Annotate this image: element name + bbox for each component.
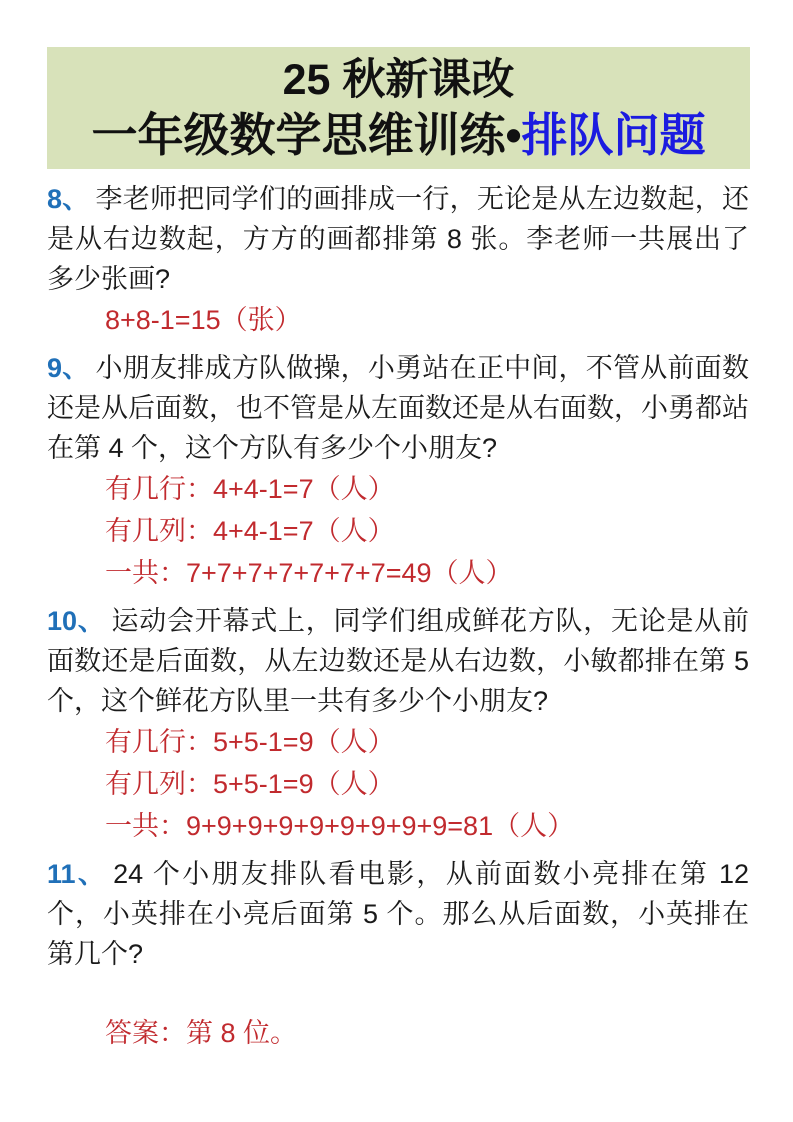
problem-11-number: 11、 — [47, 859, 108, 889]
problem-8 — [47, 179, 749, 299]
problem-9 — [47, 348, 749, 468]
problem-8-answer: 8+8-1=15（张） — [105, 305, 302, 335]
problem-10-answer-cols: 有几列：5+5-1=9（人） — [105, 769, 395, 799]
problems-section — [47, 179, 749, 1054]
problem-9-answer-cols: 有几列：4+4-1=7（人） — [105, 516, 395, 546]
problem-8-text: 李老师把同学们的画排成一行，无论是从左边数起，还是从右边数起，方方的画都排第 8 张。李老师一共展出了多少张画? — [47, 184, 749, 294]
problem-10-answers — [105, 721, 749, 847]
problem-10-number: 10、 — [47, 606, 106, 636]
worksheet-header — [47, 47, 750, 169]
problem-10-answer-total: 一共：9+9+9+9+9+9+9+9+9=81（人） — [105, 811, 575, 841]
problem-10 — [47, 601, 749, 721]
problem-11-answers — [105, 1012, 749, 1054]
problem-10-text: 运动会开幕式上，同学们组成鲜花方队，无论是从前面数还是后面数，从左边数还是从右边数，小敏都排在第 5 个，这个鲜花方队里一共有多少个小朋友? — [47, 606, 749, 716]
worksheet-title-line2 — [47, 106, 750, 164]
problem-10-answer-rows: 有几行：5+5-1=9（人） — [105, 727, 395, 757]
problem-11-answer: 答案：第 8 位。 — [105, 1018, 298, 1048]
problem-9-answer-rows: 有几行：4+4-1=7（人） — [105, 474, 395, 504]
problem-8-number: 8、 — [47, 184, 90, 214]
problem-9-answer-total: 一共：7+7+7+7+7+7+7=49（人） — [105, 558, 513, 588]
worksheet-title-line1: 25 秋新课改 — [282, 56, 515, 104]
problem-9-answers — [105, 468, 749, 594]
title-line2-accent-part: 排队问题 — [521, 109, 706, 161]
problem-9-text: 小朋友排成方队做操，小勇站在正中间，不管从前面数还是从后面数，也不管是从左面数还是从右面数，小勇都站在第 4 个，这个方队有多少个小朋友? — [47, 353, 749, 463]
title-line2-black-part: 一年级数学思维训练• — [91, 109, 522, 161]
problem-11 — [47, 854, 749, 974]
problem-9-number: 9、 — [47, 353, 90, 383]
problem-8-answers — [105, 299, 749, 341]
problem-11-text: 24 个小朋友排队看电影，从前面数小亮排在第 12 个，小英排在小亮后面第 5 个。那么从后面数，小英排在第几个? — [47, 859, 749, 969]
